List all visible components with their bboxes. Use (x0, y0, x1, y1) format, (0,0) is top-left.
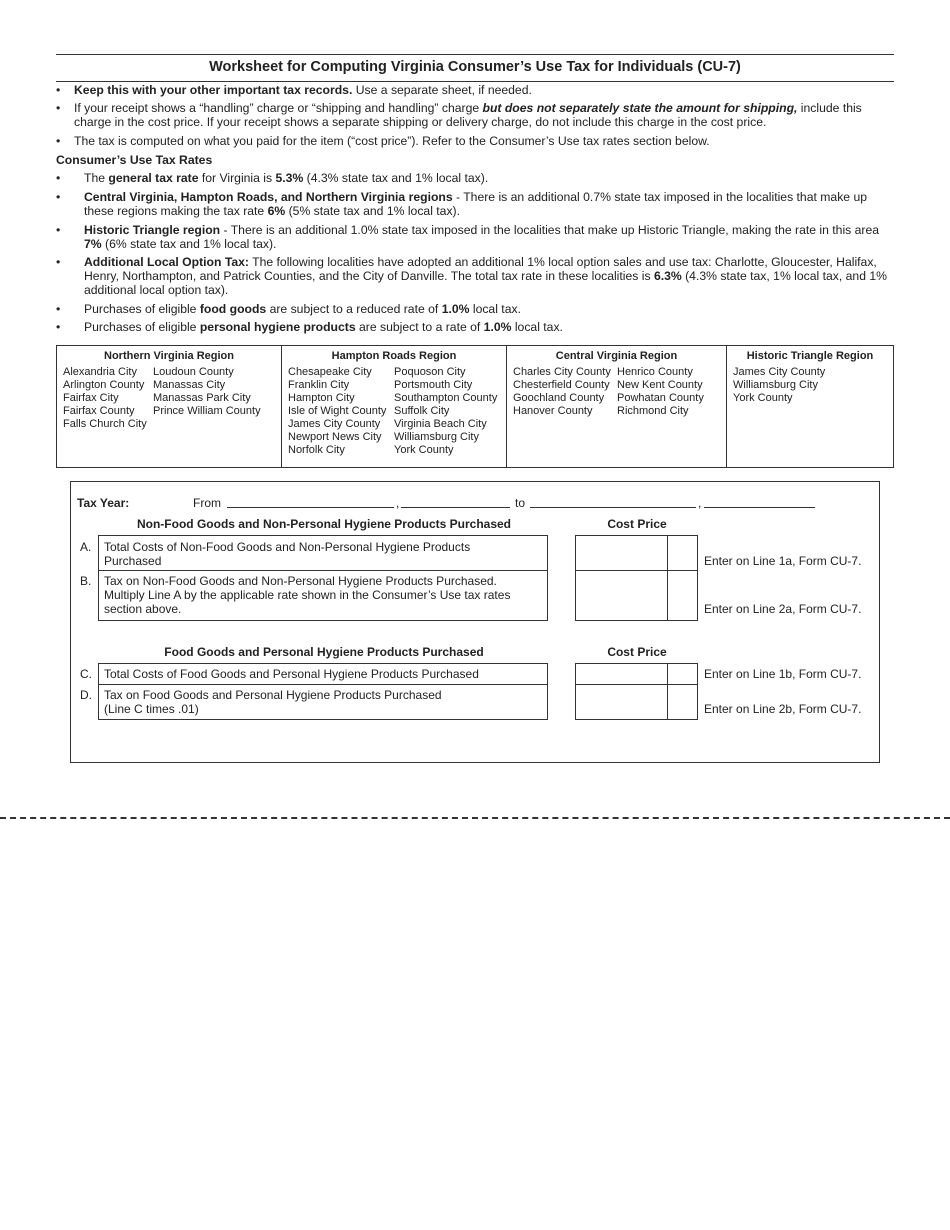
locality: Powhatan County (617, 392, 704, 404)
line-b-text-2: Multiply Line A by the applicable rate shown in the Consumer’s Use tax rates (104, 588, 511, 602)
locality: Williamsburg City (394, 431, 479, 443)
rate-1-value: 5.3% (275, 171, 304, 185)
rate-6-mid: are subject to a rate of (355, 320, 484, 334)
locality: Charles City County (513, 366, 611, 378)
rate-2-post: (5% state tax and 1% local tax). (285, 204, 460, 218)
title-rule (56, 81, 894, 82)
region-northern-virginia (57, 346, 282, 467)
cost-price-header-2: Cost Price (607, 645, 667, 659)
rate-bullet-4: • Additional Local Option Tax: The following localities have adopted an additional 1% local option sales and use tax: Charlotte, Gloucester, Halifax, Henry, Northampton, and Patrick Counties, and the City of Danville. The total tax rate in these localities is 6.3% (4.3% state tax, 1% local tax, and 1% additional local option tax). (56, 255, 887, 297)
rate-4-bold: Additional Local Option Tax: (84, 255, 249, 269)
rate-5-post: local tax. (469, 302, 521, 316)
divider (575, 570, 698, 571)
intro-bullet-1-text: Use a separate sheet, if needed. (352, 83, 532, 97)
cost-price-header-1: Cost Price (607, 517, 667, 531)
locality: Virginia Beach City (394, 418, 487, 430)
region-heading: Hampton Roads Region (331, 350, 457, 362)
intro-bullet-2: • If your receipt shows a “handling” charge or “shipping and handling” charge but does not separately state the amount for shipping, include this charge in the cost price. If your receipt shows a separate shipping or delivery charge, do not include this charge in the cost price. (56, 101, 862, 129)
from-year-field[interactable] (401, 507, 510, 508)
rate-4-value: 6.3% (653, 269, 682, 283)
locality: York County (733, 392, 793, 404)
locality: Arlington County (63, 379, 145, 391)
intro-bullet-1: • Keep this with your other important tax records. Use a separate sheet, if needed. (56, 83, 532, 97)
locality: Portsmouth City (394, 379, 473, 391)
line-d-input[interactable] (579, 692, 663, 710)
rate-3-bold: Historic Triangle region (84, 223, 221, 237)
rate-bullet-3: • Historic Triangle region - There is an additional 1.0% state tax imposed in the localities that make up Historic Triangle, making the rate in this area 7% (6% state tax and 1% local tax). (56, 223, 880, 251)
line-b-input[interactable] (579, 586, 663, 604)
rate-3-value: 7% (84, 237, 102, 251)
to-date-field[interactable] (530, 507, 696, 508)
region-historic-triangle (727, 346, 893, 467)
divider (98, 570, 548, 571)
intro-bullet-3: • The tax is computed on what you paid for the item (“cost price”). Refer to the Consumer’s Use tax rates section below. (56, 134, 894, 148)
line-b-instruction: Enter on Line 2a, Form CU-7. (704, 602, 862, 616)
intro-bullet-2-text: If your receipt shows a “handling” charge or “shipping and handling” charge (74, 101, 483, 115)
locality: Poquoson City (394, 366, 466, 378)
locality: Prince William County (153, 405, 261, 417)
regions-table (56, 345, 894, 468)
intro-bullet-1-bold: Keep this with your other important tax records. (74, 83, 353, 97)
line-c-input[interactable] (579, 665, 663, 683)
top-rule (56, 54, 894, 55)
rate-6-pre: Purchases of eligible (84, 320, 200, 334)
locality: Falls Church City (63, 418, 147, 430)
locality: Fairfax City (63, 392, 119, 404)
page-title: Worksheet for Computing Virginia Consumer’s Use Tax for Individuals (CU-7) (209, 59, 741, 75)
locality: Newport News City (288, 431, 382, 443)
locality: Manassas City (153, 379, 226, 391)
divider (98, 684, 548, 685)
line-c-letter: C. (80, 667, 92, 681)
rate-4-post: (4.3% state tax, 1% local tax, and 1% additional local option tax). (84, 269, 887, 297)
cut-line (0, 817, 950, 819)
line-b-text-3: section above. (104, 602, 182, 616)
rate-1-mid: for Virginia is (198, 171, 276, 185)
intro-bullet-2-bold: but does not separately state the amount for shipping, (482, 101, 798, 115)
to-year-field[interactable] (704, 507, 815, 508)
rate-1-post: (4.3% state tax and 1% local tax). (303, 171, 489, 185)
locality: New Kent County (617, 379, 703, 391)
rate-6-value: 1.0% (483, 320, 512, 334)
region-heading: Central Virginia Region (555, 350, 678, 362)
locality: Fairfax County (63, 405, 135, 417)
rate-5-value: 1.0% (441, 302, 470, 316)
locality: Chesterfield County (513, 379, 610, 391)
line-a-input[interactable] (579, 546, 663, 564)
from-label: From (193, 496, 221, 510)
line-d-instruction: Enter on Line 2b, Form CU-7. (704, 702, 862, 716)
rate-bullet-6: • Purchases of eligible personal hygiene products are subject to a rate of 1.0% local tax. (56, 320, 563, 334)
line-d-letter: D. (80, 688, 92, 702)
locality: Franklin City (288, 379, 350, 391)
line-a-text-1: Total Costs of Non-Food Goods and Non-Personal Hygiene Products (104, 540, 471, 554)
locality: Suffolk City (394, 405, 450, 417)
intro-bullet-2-post: include this charge in the cost price. If your receipt shows a separate shipping or delivery charge, do not include this charge in the cost price. (74, 101, 862, 129)
section-1-heading: Non-Food Goods and Non-Personal Hygiene Products Purchased (136, 517, 512, 531)
rate-2-value: 6% (267, 204, 286, 218)
locality: Goochland County (513, 392, 605, 404)
worksheet-box (70, 481, 880, 763)
line-c-instruction: Enter on Line 1b, Form CU-7. (704, 667, 862, 681)
line-b-letter: B. (80, 574, 92, 588)
locality: Hanover County (513, 405, 593, 417)
rate-1-pre: The (84, 171, 109, 185)
rate-6-bold: personal hygiene products (199, 320, 356, 334)
region-hampton-roads (282, 346, 507, 467)
rate-4-mid: The following localities have adopted an additional 1% local option sales and use tax: Charlotte, Gloucester, Halifax, Henry, Northampton, and Patrick Counties, and the City of Danville. The total tax rate in these localities is (84, 255, 877, 283)
rate-1-bold: general tax rate (108, 171, 199, 185)
locality: Loudoun County (153, 366, 234, 378)
region-heading: Northern Virginia Region (104, 350, 234, 362)
locality: Williamsburg City (733, 379, 818, 391)
locality: James City County (733, 366, 826, 378)
line-b-text-1: Tax on Non-Food Goods and Non-Personal Hygiene Products Purchased. (104, 574, 497, 588)
line-d-text-1: Tax on Food Goods and Personal Hygiene Products Purchased (104, 688, 442, 702)
divider (575, 684, 698, 685)
rate-bullet-2: • Central Virginia, Hampton Roads, and Northern Virginia regions - There is an additional 0.7% state tax imposed in the localities that make up these regions making the tax rate 6% (5% state tax and 1% local tax). (56, 190, 868, 218)
line-a-text-2: Purchased (104, 554, 162, 568)
locality: Richmond City (617, 405, 689, 417)
locality: Manassas Park City (153, 392, 251, 404)
locality: Henrico County (617, 366, 693, 378)
locality: Isle of Wight County (288, 405, 387, 417)
intro-bullet-3-text: The tax is computed on what you paid for the item (“cost price”). Refer to the Consumer’s Use tax rates section below. (74, 134, 710, 148)
line-c-text-1: Total Costs of Food Goods and Personal Hygiene Products Purchased (104, 667, 479, 681)
rate-3-mid: - There is an additional 1.0% state tax imposed in the localities that make up Historic Triangle, making the rate in this area (220, 223, 880, 237)
from-date-field[interactable] (227, 507, 394, 508)
comma-2: , (698, 496, 702, 510)
locality: York County (394, 444, 454, 456)
cents-divider (667, 663, 668, 720)
to-label: to (515, 496, 526, 510)
rate-3-post: (6% state tax and 1% local tax). (101, 237, 277, 251)
region-heading: Historic Triangle Region (746, 350, 874, 362)
line-a-letter: A. (80, 540, 92, 554)
locality: James City County (288, 418, 381, 430)
region-central-virginia (507, 346, 727, 467)
line-d-text-2: (Line C times .01) (104, 702, 199, 716)
locality: Southampton County (394, 392, 498, 404)
locality: Chesapeake City (288, 366, 372, 378)
line-a-instruction: Enter on Line 1a, Form CU-7. (704, 554, 862, 568)
comma-1: , (396, 496, 400, 510)
rates-heading: Consumer’s Use Tax Rates (56, 153, 213, 167)
cents-divider (667, 535, 668, 621)
locality: Norfolk City (288, 444, 345, 456)
rate-2-bold: Central Virginia, Hampton Roads, and Northern Virginia regions (84, 190, 453, 204)
rate-bullet-1: • The general tax rate for Virginia is 5.3% (4.3% state tax and 1% local tax). (56, 171, 489, 185)
rate-bullet-5: • Purchases of eligible food goods are subject to a reduced rate of 1.0% local tax. (56, 302, 521, 316)
rate-5-pre: Purchases of eligible (84, 302, 200, 316)
locality: Alexandria City (63, 366, 137, 378)
tax-year-label: Tax Year: (77, 496, 130, 510)
locality: Hampton City (288, 392, 355, 404)
rate-2-mid: - There is an additional 0.7% state tax imposed in the localities that make up these regions making the tax rate (84, 190, 868, 218)
rate-6-post: local tax. (511, 320, 563, 334)
rate-5-mid: are subject to a reduced rate of (266, 302, 442, 316)
section-2-heading: Food Goods and Personal Hygiene Products Purchased (164, 645, 484, 659)
rate-5-bold: food goods (199, 302, 267, 316)
